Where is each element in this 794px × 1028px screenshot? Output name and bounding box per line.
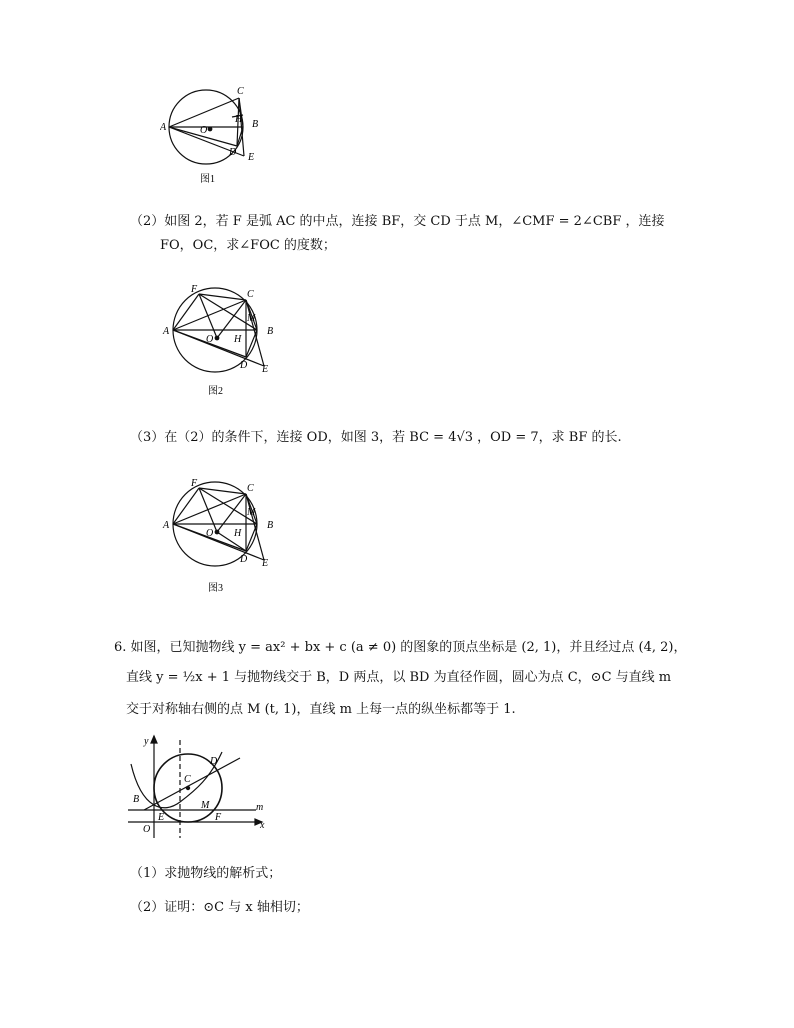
figure-2: [160, 284, 280, 400]
label-O: O: [200, 125, 208, 136]
label-y: y: [144, 736, 149, 747]
label-C: C: [247, 289, 254, 300]
label-O: O: [206, 334, 214, 345]
label-C: C: [184, 774, 191, 785]
sub-question-1: （1）求抛物线的解析式；: [130, 866, 282, 881]
label-D: D: [240, 554, 248, 565]
label-E: E: [262, 558, 269, 569]
label-O: O: [143, 824, 151, 835]
label-D: D: [210, 756, 218, 767]
label-A: A: [160, 122, 167, 133]
label-D: D: [229, 147, 237, 158]
question-2-line-1: （2）如图 2，若 F 是弧 AC 的中点，连接 BF，交 CD 于点 M，∠CMF = 2∠CBF ，连接: [130, 214, 665, 229]
label-A: A: [163, 520, 170, 531]
label-F: F: [215, 812, 222, 823]
question-3-line-1: （3）在（2）的条件下，连接 OD，如图 3，若 BC = 4√3 ，OD = 7，求 BF 的长.: [130, 430, 622, 445]
label-B: B: [252, 119, 259, 130]
label-m: m: [256, 802, 264, 813]
circle-diagram-1: [160, 82, 270, 190]
label-M: M: [201, 800, 210, 811]
sub-question-2: （2）证明：⊙C 与 x 轴相切；: [130, 900, 309, 915]
label-E: E: [158, 812, 165, 823]
label-B: B: [267, 326, 274, 337]
figure-4: [124, 730, 274, 842]
figure-2-caption: 图2: [208, 386, 223, 397]
label-F: F: [191, 478, 198, 489]
label-B: B: [133, 794, 140, 805]
label-F: F: [191, 284, 198, 295]
figure-1-caption: 图1: [200, 174, 215, 185]
label-x: x: [260, 820, 265, 831]
circle-diagram-2: [160, 284, 280, 400]
problem-6-line-1: 6. 如图，已知抛物线 y = ax² + bx + c (a ≠ 0) 的图象的顶点坐标是 (2, 1)，并且经过点 (4, 2)，: [114, 640, 687, 655]
figure-3-caption: 图3: [208, 583, 223, 594]
label-A: A: [163, 326, 170, 337]
label-E: E: [262, 364, 269, 375]
label-E: E: [248, 152, 255, 163]
problem-6-line-3: 交于对称轴右侧的点 M (t, 1)，直线 m 上每一点的纵坐标都等于 1.: [126, 702, 516, 717]
label-H: H: [235, 114, 243, 125]
label-H: H: [234, 528, 242, 539]
question-2-line-2: FO，OC，求∠FOC 的度数；: [160, 238, 336, 253]
label-B: B: [267, 520, 274, 531]
figure-1: [160, 82, 270, 190]
figure-3: [160, 478, 280, 598]
label-H: H: [234, 334, 242, 345]
coordinate-diagram: [124, 730, 274, 842]
label-M: M: [247, 507, 256, 518]
label-O: O: [206, 528, 214, 539]
label-C: C: [247, 483, 254, 494]
circle-diagram-3: [160, 478, 280, 598]
label-C: C: [237, 86, 244, 97]
problem-6-line-2: 直线 y = ½x + 1 与抛物线交于 B，D 两点，以 BD 为直径作圆，圆心为点 C，⊙C 与直线 m: [126, 670, 672, 685]
label-M: M: [247, 313, 256, 324]
label-D: D: [240, 360, 248, 371]
